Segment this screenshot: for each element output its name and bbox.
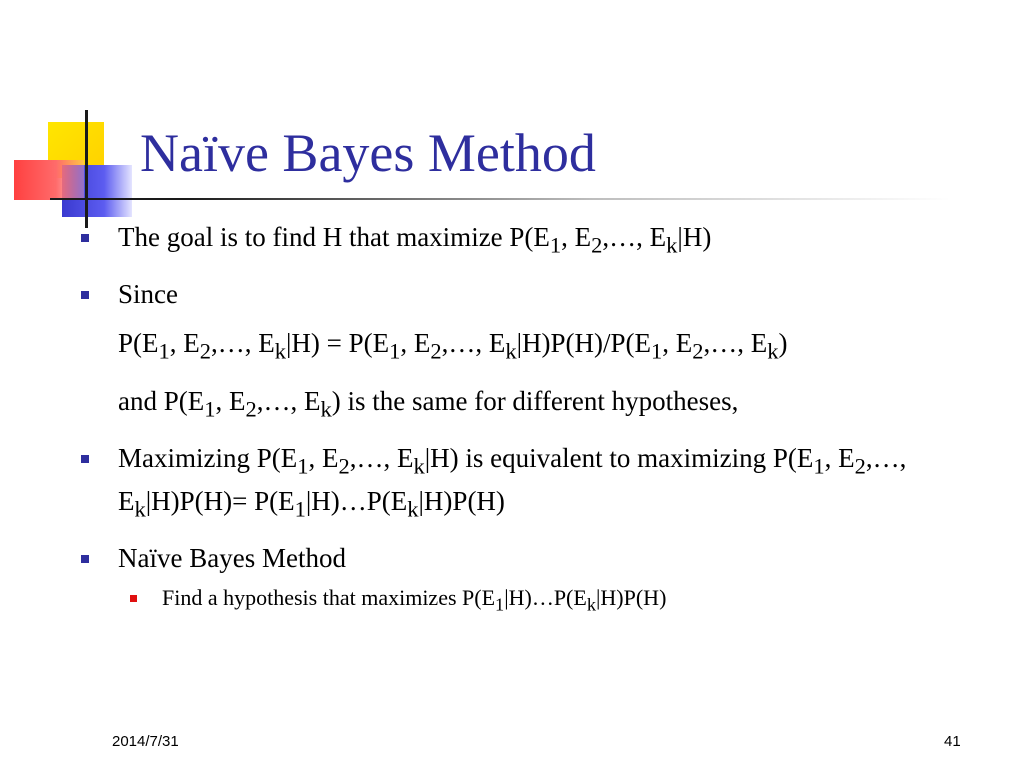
bullet-continuation: $P(E_1$, $E_2,\dots$, $E_k|H) = P(E_1$, $E_2,\dots$, $E_k|H)P(H)/P(E_1$, $E_2,\dots$, $E_k$) (118, 328, 788, 364)
bullet-text: Naïve Bayes Method (118, 542, 346, 573)
bullet-item (78, 277, 1014, 311)
bullet-square-icon (81, 555, 89, 563)
bullet-square-icon (81, 234, 89, 242)
sub-bullet-item (78, 584, 1014, 618)
bullet-item (78, 220, 1014, 262)
bullet-item (78, 441, 1014, 526)
sub-bullet-text: Find a hypothesis that maximizes $P(E_1|H)\dots P(E_k|H)P(H)$ (162, 584, 667, 615)
slide-logo-decoration (0, 0, 150, 240)
bullet-text: Maximizing $P(E_1$, $E_2,\dots$, $E_k|H$) is equivalent to maximizing $P(E_1$, $E_2,\dots$, $E_k|H)P(H)=$ $P(E_1|H)\dots P(E_k|H)P(H)$ (118, 443, 907, 521)
bullet-square-icon (81, 455, 89, 463)
sub-bullet-square-icon (130, 595, 137, 602)
slide-title: Naïve Bayes Method (140, 123, 596, 183)
bullet-text: Since (118, 279, 178, 310)
footer-date: 2014/7/31 (112, 733, 179, 750)
footer-page-number: 41 (944, 733, 961, 750)
logo-red-square (14, 160, 84, 200)
bullet-item (78, 541, 1014, 575)
slide-body (78, 220, 1014, 618)
logo-vertical-line (85, 110, 88, 228)
title-underline (50, 198, 950, 200)
bullet-square-icon (81, 291, 89, 299)
bullet-text: The goal is to find H that maximize $P(E_1$, $E_2,\dots$, $E_k|H$) (118, 222, 712, 258)
bullet-continuation: and $P(E_1$, $E_2,\dots$, $E_k$) is the same for different hypotheses, (118, 385, 739, 422)
